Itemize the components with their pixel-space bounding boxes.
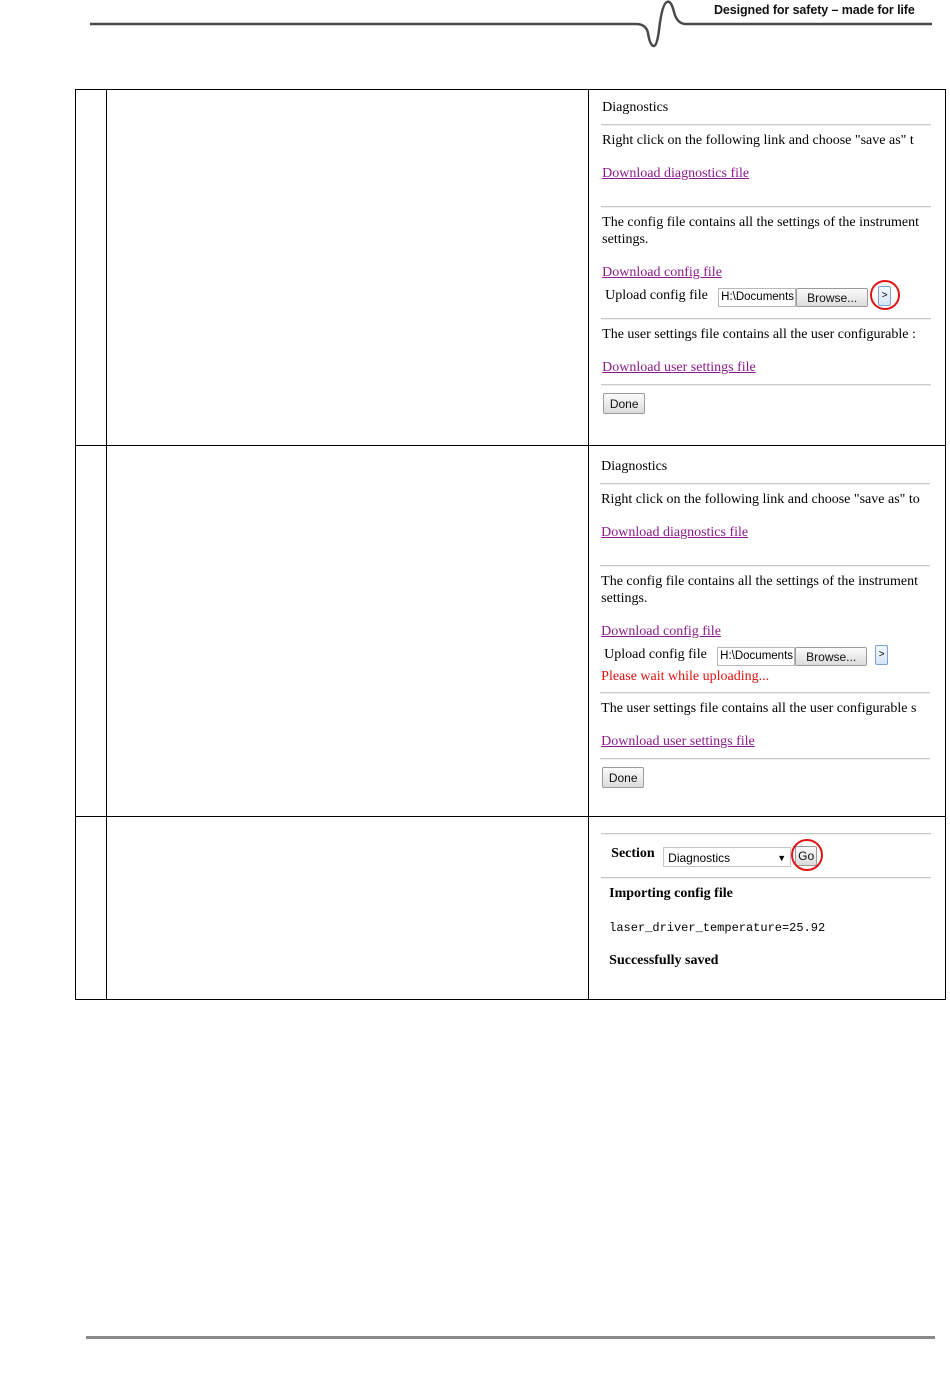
config-description-text: The config file contains all the settings of the instrument — [602, 215, 920, 230]
download-user-settings-link[interactable]: Download user settings file — [601, 734, 755, 749]
user-settings-description-text: The user settings file contains all the user configurable s — [601, 701, 917, 716]
upload-submit-button[interactable]: > — [878, 286, 891, 306]
divider — [601, 124, 931, 126]
step-number-cell — [76, 817, 107, 1000]
upload-wait-message: Please wait while uploading... — [601, 669, 770, 684]
diagnostics-form-screenshot — [589, 446, 945, 816]
chevron-down-icon: ▼ — [777, 853, 787, 863]
browse-button[interactable]: Browse... — [796, 288, 868, 307]
step-description-cell — [107, 446, 589, 817]
config-value-line: laser_driver_temperature=25.92 — [609, 921, 826, 935]
config-description-text-cont: settings. — [601, 591, 648, 606]
importing-heading: Importing config file — [609, 886, 733, 901]
success-message: Successfully saved — [609, 953, 719, 968]
section-label: Section — [611, 846, 655, 861]
step-number-cell — [76, 90, 107, 446]
upload-config-file-input[interactable]: H:\Documents — [718, 288, 796, 307]
divider — [600, 758, 930, 760]
step-description-cell — [107, 817, 589, 1000]
step-number-cell — [76, 446, 107, 817]
download-diagnostics-link[interactable]: Download diagnostics file — [601, 525, 749, 540]
browse-button[interactable]: Browse... — [795, 647, 867, 666]
download-config-link[interactable]: Download config file — [601, 624, 721, 639]
procedure-step-2 — [76, 446, 946, 817]
go-button[interactable]: Go — [795, 846, 817, 866]
diagnostics-title: Diagnostics — [601, 459, 668, 474]
divider — [600, 692, 930, 694]
divider — [601, 877, 931, 879]
done-button[interactable]: Done — [603, 393, 645, 414]
header-tagline: Designed for safety – made for life — [714, 3, 915, 17]
divider — [601, 318, 931, 320]
download-diagnostics-link[interactable]: Download diagnostics file — [602, 166, 750, 181]
procedure-step-3 — [76, 817, 946, 1000]
divider — [600, 483, 930, 485]
download-config-link[interactable]: Download config file — [602, 265, 722, 280]
step-description-cell — [107, 90, 589, 446]
step-screenshot-cell — [589, 817, 946, 1000]
config-description-text: The config file contains all the settings of the instrument — [601, 574, 919, 589]
divider — [600, 565, 930, 567]
procedure-table — [75, 89, 946, 1000]
upload-submit-button[interactable]: > — [875, 645, 888, 665]
done-button[interactable]: Done — [602, 767, 644, 788]
download-user-settings-link[interactable]: Download user settings file — [602, 360, 756, 375]
user-settings-description-text: The user settings file contains all the user configurable : — [602, 327, 916, 342]
config-description-text-cont: settings. — [602, 232, 649, 247]
step-screenshot-cell — [589, 446, 946, 817]
upload-config-label: Upload config file — [604, 647, 707, 662]
section-select[interactable] — [663, 847, 791, 867]
upload-config-label: Upload config file — [605, 288, 708, 303]
section-select-value: Diagnostics — [668, 851, 731, 865]
upload-config-file-input[interactable]: H:\Documents — [717, 647, 795, 666]
diagnostics-title: Diagnostics — [602, 100, 669, 115]
intro-text: Right click on the following link and choose "save as" to — [601, 492, 920, 507]
divider — [601, 833, 931, 835]
diagnostics-form-screenshot — [589, 90, 945, 445]
footer-rule — [86, 1336, 935, 1339]
procedure-step-1 — [76, 90, 946, 446]
step-screenshot-cell — [589, 90, 946, 446]
divider — [601, 384, 931, 386]
intro-text: Right click on the following link and choose "save as" t — [602, 133, 914, 148]
import-result-screenshot — [589, 817, 945, 999]
divider — [601, 206, 931, 208]
